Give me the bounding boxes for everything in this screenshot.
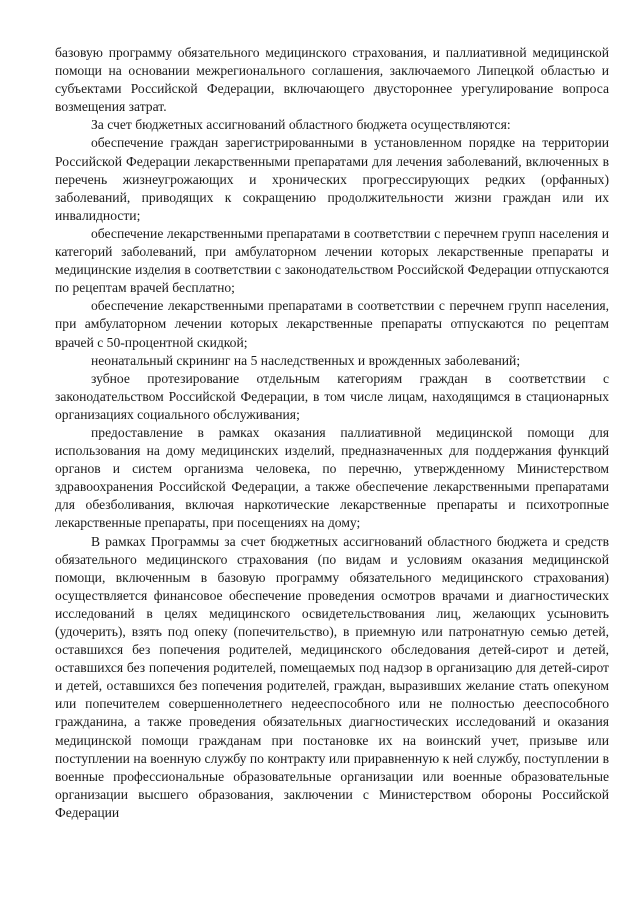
document-page	[55, 44, 609, 822]
paragraph-9: В рамках Программы за счет бюджетных ассигнований областного бюджета и средств обязательного медицинского страхования (по видам и условиям оказания медицинской помощи, включенным в базовую программу обязательного медицинского страхования) осуществляется финансовое обеспечение проведения осмотров врачами и диагностических исследований в целях медицинского освидетельствования лиц, желающих усыновить (удочерить), взять под опеку (попечительство), в приемную или патронатную семью детей, оставшихся без попечения родителей, медицинского обследования детей-сирот и детей, оставшихся без попечения родителей, помещаемых под надзор в организацию для детей-сирот и детей, оставшихся без попечения родителей, граждан, выразивших желание стать опекуном или попечителем совершеннолетнего недееспособного или не полностью дееспособного гражданина, а также проведения обязательных диагностических исследований и оказания медицинской помощи гражданам при постановке их на воинский учет, призыве или поступлении на военную службу по контракту или приравненную к ней службу, поступлении в военные профессиональные образовательные организации или военные образовательные организации высшего образования, заключении с Министерством обороны Российской Федерации	[55, 533, 609, 820]
paragraph-3: обеспечение граждан зарегистрированными в установленном порядке на территории Российской Федерации лекарственными препаратами для лечения заболеваний, включенных в перечень жизнеугрожающих и хронических прогрессирующих редких (орфанных) заболеваний, приводящих к сокращению продолжительности жизни граждан или их инвалидности;	[55, 135, 609, 223]
paragraph-4: обеспечение лекарственными препаратами в соответствии с перечнем групп населения и категорий заболеваний, при амбулаторном лечении которых лекарственные препараты и медицинские изделия в соответствии с законодательством Российской Федерации отпускаются по рецептам врачей бесплатно;	[55, 225, 609, 296]
paragraph-8: предоставление в рамках оказания паллиативной медицинской помощи для использования на дому медицинских изделий, предназначенных для поддержания функций органов и систем организма человека, по перечню, утвержденному Министерством здравоохранения Российской Федерации, а также обеспечение лекарственными препаратами для обезболивания, включая наркотические лекарственные препараты и психотропные лекарственные препараты, при посещениях на дому;	[55, 424, 609, 531]
paragraph-6: неонатальный скрининг на 5 наследственных и врожденных заболеваний;	[91, 352, 521, 368]
paragraph-5: обеспечение лекарственными препаратами в соответствии с перечнем групп населения, при амбулаторном лечении которых лекарственные препараты отпускаются по рецептам врачей с 50-процентной скидкой;	[55, 298, 609, 350]
paragraph-7: зубное протезирование отдельным категориям граждан в соответствии с законодательством Российской Федерации, в том числе лицам, находящимся в стационарных организациях социального обслуживания;	[55, 370, 609, 422]
paragraph-1: базовую программу обязательного медицинского страхования, и паллиативной медицинской помощи на основании межрегионального соглашения, заключаемого Липецкой областью и субъектами Российской Федерации, включающего двустороннее урегулирование вопроса возмещения затрат.	[55, 45, 609, 115]
paragraph-2: За счет бюджетных ассигнований областного бюджета осуществляются:	[91, 117, 511, 133]
